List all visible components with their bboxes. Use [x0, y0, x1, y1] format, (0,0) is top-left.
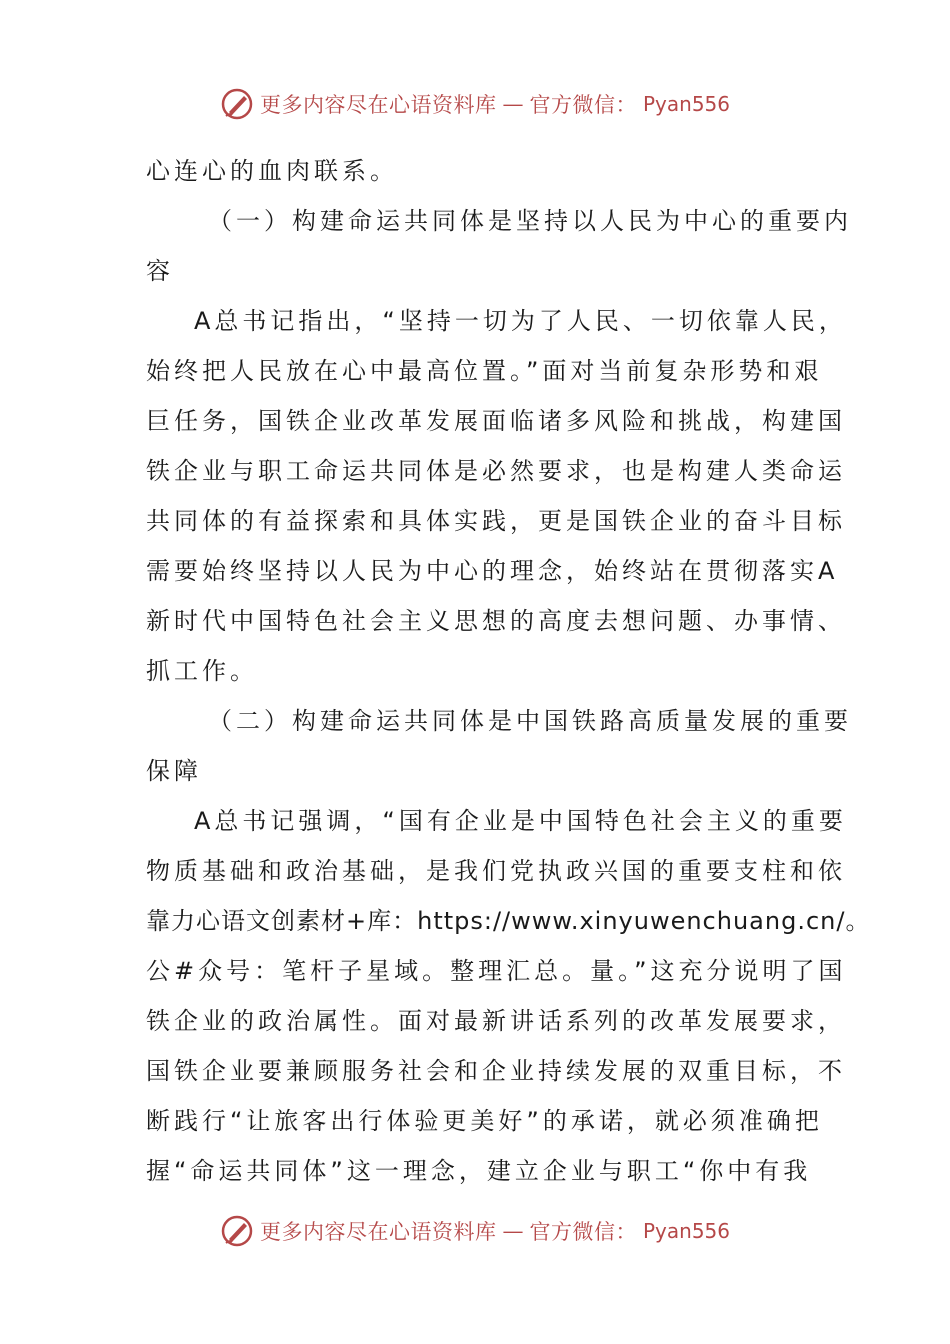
banner-contact-label: 官方微信： [529, 93, 637, 117]
quill-logo-icon [220, 87, 254, 121]
paragraph-line: 共同体的有益探索和具体实践，更是国铁企业的奋斗目标 [146, 507, 846, 535]
banner-contact-label: 官方微信： [529, 1220, 637, 1244]
section-heading-2: （二）构建命运共同体是中国铁路高质量发展的重要 [208, 707, 852, 735]
paragraph-line: 铁企业与职工命运共同体是必然要求，也是构建人类命运 [146, 457, 846, 485]
paragraph-line: 握“命运共同体”这一理念，建立企业与职工“你中有我 [146, 1157, 812, 1185]
quill-logo-icon [220, 1214, 254, 1248]
paragraph-line: 国铁企业要兼顾服务社会和企业持续发展的双重目标，不 [146, 1057, 846, 1085]
paragraph-line: A总书记强调，“国有企业是中国特色社会主义的重要 [194, 807, 847, 835]
banner-title: 更多内容尽在心语资料库 [259, 93, 497, 117]
paragraph-line: 始终把人民放在心中最高位置。”面对当前复杂形势和艰 [146, 357, 823, 385]
banner-separator: — [502, 92, 524, 116]
banner-contact-id: Pyan556 [642, 1219, 730, 1243]
paragraph-line: A总书记指出，“坚持一切为了人民、一切依靠人民， [194, 307, 847, 335]
paragraph-line-link: 靠力心语文创素材+库：https://www.xinyuwenchuang.cn/。 [146, 907, 871, 935]
footer-banner [0, 1211, 950, 1251]
section-heading-1: （一）构建命运共同体是坚持以人民为中心的重要内 [208, 207, 852, 235]
paragraph-line: 心连心的血肉联系。 [146, 157, 398, 185]
paragraph-line: 抓工作。 [146, 657, 258, 685]
banner-contact-id: Pyan556 [642, 92, 730, 116]
paragraph-line: 公#众号：笔杆子星域。整理汇总。量。”这充分说明了国 [146, 957, 847, 985]
paragraph-line: 新时代中国特色社会主义思想的高度去想问题、办事情、 [146, 607, 846, 635]
document-body [146, 146, 871, 1196]
banner-title: 更多内容尽在心语资料库 [259, 1220, 497, 1244]
section-heading-1-cont: 容 [146, 257, 174, 285]
banner-separator: — [502, 1219, 524, 1243]
paragraph-line: 巨任务，国铁企业改革发展面临诸多风险和挑战，构建国 [146, 407, 846, 435]
paragraph-line: 断践行“让旅客出行体验更美好”的承诺，就必须准确把 [146, 1107, 823, 1135]
paragraph-line: 需要始终坚持以人民为中心的理念，始终站在贯彻落实A [146, 557, 839, 585]
section-heading-2-cont: 保障 [146, 757, 202, 785]
header-banner [0, 84, 950, 124]
paragraph-line: 物质基础和政治基础，是我们党执政兴国的重要支柱和依 [146, 857, 846, 885]
paragraph-line: 铁企业的政治属性。面对最新讲话系列的改革发展要求， [146, 1007, 846, 1035]
